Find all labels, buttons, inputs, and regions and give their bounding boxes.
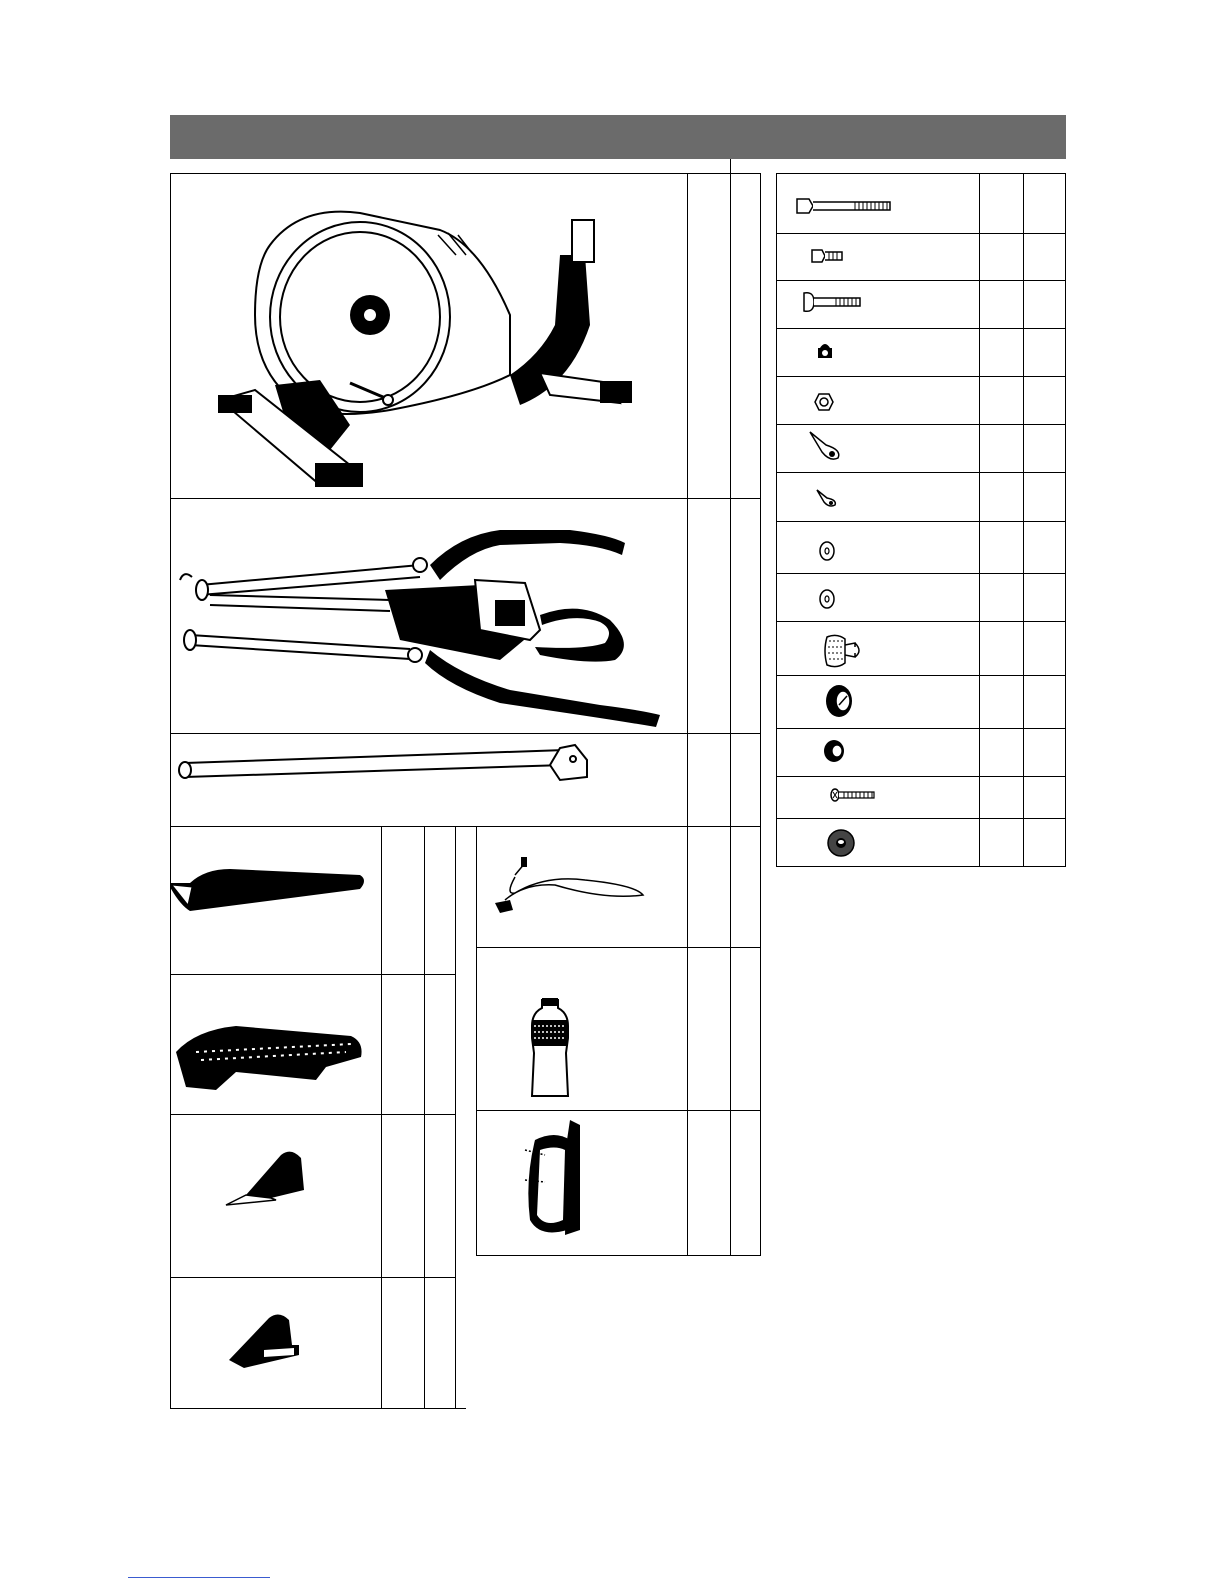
upper-row-divider-2	[170, 733, 761, 734]
covers-row-divider-3	[170, 1277, 456, 1278]
hardware-col-divider-1	[979, 173, 980, 867]
long-hex-bolt-icon	[795, 196, 895, 216]
small-knob-cap-icon	[823, 739, 847, 763]
large-knob-cap-icon	[825, 684, 855, 718]
hardware-row-divider-9	[776, 621, 1066, 622]
rubber-grommet-icon	[826, 828, 856, 858]
short-hex-bolt-icon	[810, 247, 850, 265]
header-tick	[730, 159, 731, 173]
header-banner	[170, 115, 1066, 159]
phillips-screw-icon	[830, 788, 876, 802]
front-cover-cap-drawing	[226, 1150, 316, 1210]
hardware-row-divider-13	[776, 818, 1066, 819]
hardware-col-divider-2	[1023, 173, 1024, 867]
hardware-row-divider-5	[776, 424, 1066, 425]
flat-washer-icon	[818, 540, 836, 562]
covers-row-divider-1	[170, 974, 456, 975]
small-spring-washer-icon	[815, 488, 839, 508]
accessories-col-divider-2	[730, 826, 731, 1256]
upper-col-divider-2	[730, 173, 731, 827]
hardware-row-divider-8	[776, 573, 1066, 574]
covers-row-divider-2	[170, 1114, 456, 1115]
pedal-plate-drawing	[176, 1012, 376, 1092]
accessories-row-divider-1	[476, 947, 761, 948]
hardware-row-divider-12	[776, 776, 1066, 777]
footer-link-underline	[128, 1577, 270, 1578]
hardware-row-divider-7	[776, 521, 1066, 522]
small-flat-washer-icon	[818, 588, 836, 610]
hardware-row-divider-6	[776, 472, 1066, 473]
handlebar-console-assembly-drawing	[180, 525, 670, 725]
hardware-row-divider-1	[776, 233, 1066, 234]
pedal-rail-drawing	[175, 745, 595, 795]
carriage-bolt-icon	[802, 291, 862, 313]
covers-bottom-stub	[456, 1408, 466, 1409]
hardware-row-divider-4	[776, 376, 1066, 377]
water-bottle-drawing	[530, 998, 570, 1098]
upper-col-divider-1	[687, 173, 688, 827]
left-cover-drawing	[170, 865, 370, 915]
covers-col-divider-2	[424, 826, 425, 1409]
rear-cover-cap-drawing	[224, 1310, 314, 1370]
main-frame-drawing	[210, 205, 650, 505]
covers-col-divider-1	[381, 826, 382, 1409]
accessories-col-divider-1	[687, 826, 688, 1256]
bottle-holder-drawing	[525, 1120, 595, 1240]
accessories-row-divider-2	[476, 1110, 761, 1111]
hex-nut-icon	[814, 392, 834, 412]
sensor-cable-drawing	[495, 855, 645, 925]
hardware-row-divider-11	[776, 728, 1066, 729]
cap-nut-icon	[815, 340, 835, 360]
hardware-row-divider-2	[776, 280, 1066, 281]
expansion-plug-icon	[823, 633, 867, 669]
hardware-row-divider-3	[776, 328, 1066, 329]
hardware-row-divider-10	[776, 675, 1066, 676]
large-spring-washer-icon	[808, 430, 844, 462]
